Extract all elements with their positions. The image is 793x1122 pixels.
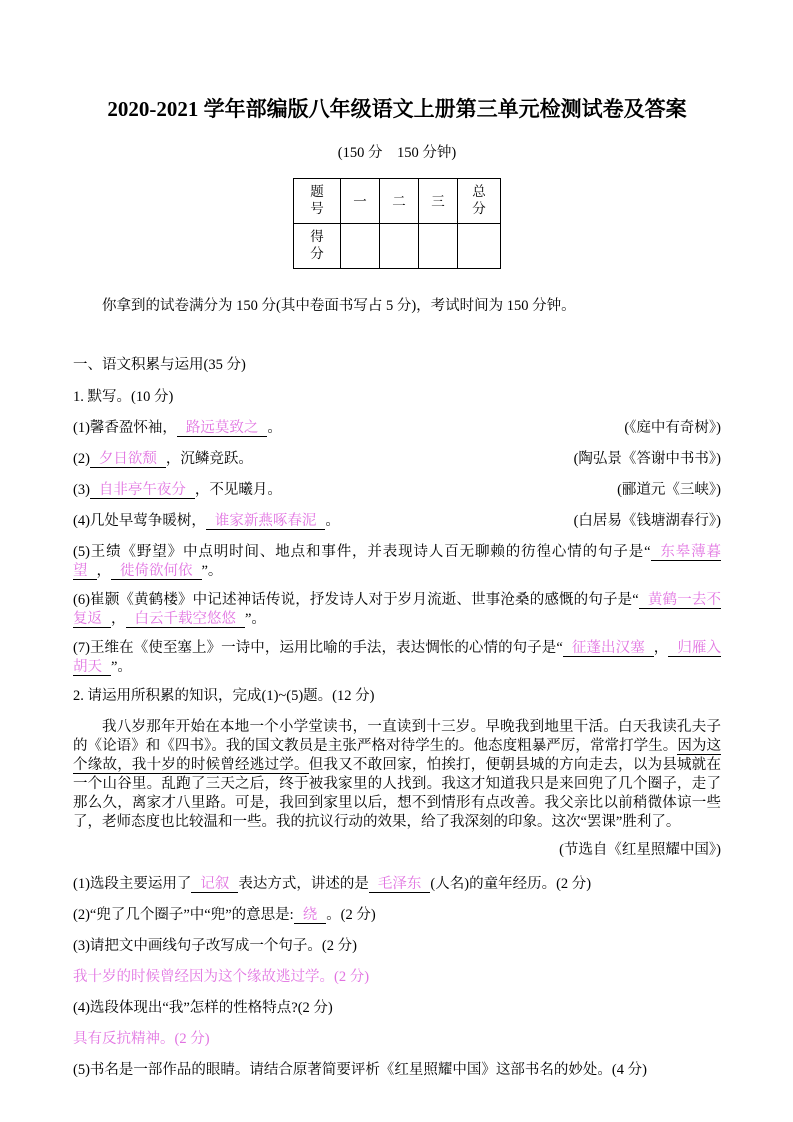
- line-pre-text: (6)崔颢《黄鹤楼》中记述神话传说，抒发诗人对于岁月流逝、世事沧桑的感慨的句子是“: [73, 592, 639, 608]
- answer-blank: 白云千载空悠悠: [126, 611, 246, 628]
- dictation-line-6: [73, 591, 721, 629]
- sub-question-3: (3)请把文中画线句子改写成一个句子。(2 分): [73, 938, 357, 954]
- line-pre-text: (2)“兜了几个圈子”中“兜”的意思是:: [73, 907, 294, 923]
- score-table-cell-question-number: 题号: [294, 179, 341, 224]
- score-table-cell-part-three: 三: [419, 179, 458, 224]
- question-2-label: 2. 请运用所积累的知识，完成(1)~(5)题。(12 分): [73, 688, 375, 704]
- exam-score-duration: (150 分 150 分钟): [337, 145, 457, 161]
- sub-question-2: [73, 906, 721, 925]
- line-post-text: 。: [267, 420, 282, 436]
- poem-source: (白居易《钱塘湖春行》): [573, 513, 721, 529]
- line-mid-text: 表达方式，讲述的是: [238, 876, 369, 892]
- score-table-cell-part-two: 二: [380, 179, 419, 224]
- answer-blank: 毛泽东: [369, 876, 431, 893]
- line-pre-text: (1)选段主要运用了: [73, 876, 192, 892]
- passage-underlined-sentence: 因为这个缘故，我十岁的时候曾经逃过学。: [73, 738, 721, 773]
- section-one-heading: 一、语文积累与运用(35 分): [73, 357, 246, 373]
- line-mid-text: ，: [653, 640, 669, 656]
- dictation-line-3: [73, 481, 721, 500]
- page-title: 2020-2021 学年部编版八年级语文上册第三单元检测试卷及答案: [107, 97, 687, 121]
- line-post-text: ”。: [111, 659, 132, 675]
- line-post-text: ”。: [201, 563, 223, 579]
- dictation-line-1-text: [73, 419, 282, 438]
- line-post-text: 。: [325, 513, 340, 529]
- answer-blank: 绕: [294, 907, 327, 924]
- dictation-line-5: [73, 543, 721, 581]
- line-pre-text: (3): [73, 482, 90, 498]
- score-table: [293, 178, 501, 269]
- line-post-text: 。(2 分): [326, 907, 376, 923]
- score-blank-cell: [380, 224, 419, 269]
- score-blank-cell: [341, 224, 380, 269]
- dictation-line-4-text: [73, 512, 340, 531]
- poem-source: (郦道元《三峡》): [617, 482, 721, 498]
- dictation-line-3-text: [73, 481, 282, 500]
- dictation-line-4: [73, 512, 721, 531]
- answer-blank: 自非亭午夜分: [90, 482, 195, 499]
- line-post-text: (人名)的童年经历。(2 分): [430, 876, 592, 892]
- line-pre-text: (7)王维在《使至塞上》一诗中，运用比喻的手法，表达惆怅的心情的句子是“: [73, 640, 563, 656]
- score-table-score-row: [294, 224, 501, 269]
- answer-blank: 归雁入胡天: [73, 640, 722, 675]
- answer-blank: 黄鹤一去不复返: [73, 592, 722, 627]
- score-table-cell-total: 总分: [458, 179, 501, 224]
- score-table-cell-part-one: 一: [341, 179, 380, 224]
- answer-blank: 徙倚欲何依: [111, 563, 202, 580]
- sub-question-5: (5)书名是一部作品的眼睛。请结合原著简要评析《红星照耀中国》这部书名的妙处。(4 分): [73, 1062, 647, 1078]
- score-table-header-row: [294, 179, 501, 224]
- line-mid-text: ，: [111, 611, 126, 627]
- sub-question-1: [73, 875, 721, 894]
- answer-blank: 记叙: [191, 876, 238, 893]
- line-pre-text: (1)馨香盈怀袖，: [73, 420, 177, 436]
- reading-passage: [73, 718, 721, 832]
- answer-blank: 路远莫致之: [177, 420, 268, 437]
- answer-blank: 夕日欲颓: [90, 451, 166, 468]
- line-mid-text: ，: [96, 563, 111, 579]
- answer-blank: 谁家新燕啄春泥: [206, 513, 326, 530]
- score-table-cell-score-label: 得分: [294, 224, 341, 269]
- sub-question-4-answer: 具有反抗精神。(2 分): [73, 1031, 210, 1047]
- sub-question-4: (4)选段体现出“我”怎样的性格特点?(2 分): [73, 1000, 333, 1016]
- question-1-label: 1. 默写。(10 分): [73, 389, 174, 405]
- passage-source: (节选自《红星照耀中国》): [559, 842, 721, 858]
- dictation-line-1: [73, 419, 721, 438]
- line-pre-text: (5)王绩《野望》中点明时间、地点和事件，并表现诗人百无聊赖的彷徨心情的句子是“: [73, 544, 651, 560]
- line-post-text: ，沉鳞竞跃。: [165, 451, 253, 467]
- line-post-text: ，不见曦月。: [194, 482, 282, 498]
- exam-instructions: 你拿到的试卷满分为 150 分(其中卷面书写占 5 分)，考试时间为 150 分钟。: [102, 298, 576, 314]
- sub-question-3-answer: 我十岁的时候曾经因为这个缘故逃过学。(2 分): [73, 969, 370, 985]
- dictation-line-7: [73, 639, 721, 677]
- score-blank-cell: [458, 224, 501, 269]
- dictation-line-2: [73, 450, 721, 469]
- poem-source: (陶弘景《答谢中书书》): [573, 451, 721, 467]
- dictation-line-2-text: [73, 450, 253, 469]
- line-pre-text: (2): [73, 451, 90, 467]
- passage-text: 我八岁那年开始在本地一个小学堂读书，一直读到十三岁。早晚我到地里干活。白天我读孔夫子的《论语》和《四书》。我的国文教员是主张严格对待学生的。他态度粗暴严厉，常常打学生。: [73, 719, 721, 754]
- score-blank-cell: [419, 224, 458, 269]
- line-pre-text: (4)几处早莺争暖树，: [73, 513, 206, 529]
- answer-blank: 征蓬出汉塞: [563, 640, 654, 657]
- answer-blank: 东皋薄暮望: [73, 544, 722, 579]
- passage-text: 但我又不敢回家，怕挨打，便朝县城的方向走去，以为县城就在一个山谷里。乱跑了三天之后，终于被我家里的人找到。我这才知道我只是来回兜了几个圈子，走了那么久，离家才八里路。可是，我回到家里以后，想不到情形有点改善。我父亲比以前稍微体谅一些了，老师态度也比较温和一些。我的抗议行动的效果，给了我深刻的印象。这次“罢课”胜利了。: [73, 757, 722, 830]
- poem-source: (《庭中有奇树》): [624, 420, 721, 436]
- line-post-text: ”。: [245, 611, 266, 627]
